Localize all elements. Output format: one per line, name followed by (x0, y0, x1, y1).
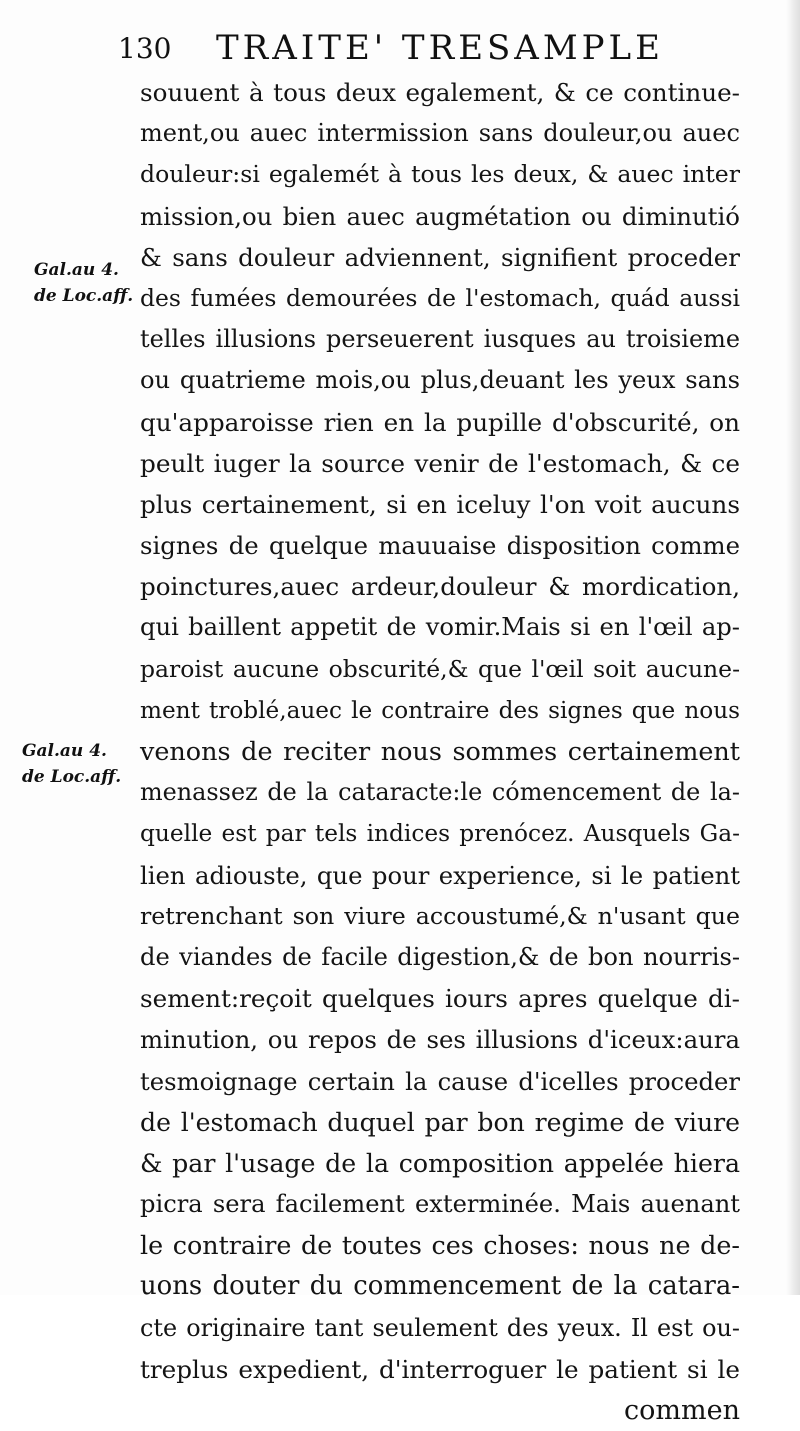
text-line: venons de reciter nous sommes certainement (140, 736, 740, 766)
margin-note (22, 738, 121, 790)
text-line: paroist aucune obscurité,& que l'œil soit aucune- (140, 654, 740, 683)
body-text (140, 72, 740, 1431)
text-line: treplus expedient, d'interroguer le patient si le (140, 1354, 740, 1384)
text-line: ment troblé,auec le contraire des signes que nous (140, 696, 740, 724)
page-number: 130 (118, 32, 172, 65)
page-header (118, 26, 678, 74)
text-line: poinctures,auec ardeur,douleur & mordication, (140, 572, 740, 602)
text-line: commen (624, 1395, 740, 1426)
margin-note-line: Gal.au 4. (34, 260, 119, 280)
text-line: de viandes de facile digestion,& de bon nourris- (140, 942, 740, 971)
text-line: des fumées demourées de l'estomach, quád aussi (140, 283, 740, 312)
margin-note-line: Gal.au 4. (22, 741, 107, 761)
text-line: qui baillent appetit de vomir.Mais si en l'œil ap- (140, 613, 740, 642)
text-line: tesmoignage certain la cause d'icelles proceder (140, 1066, 740, 1096)
text-line: lien adiouste, que pour experience, si le patient (140, 860, 740, 890)
margin-note (34, 257, 133, 309)
margin-note-line: de Loc.aff. (22, 767, 122, 787)
text-line: quelle est par tels indices prenócez. Ausquels Ga- (140, 820, 740, 848)
text-line: signes de quelque mauuaise disposition comme (140, 531, 740, 561)
text-line: uons douter du commencement de la catara- (140, 1271, 740, 1302)
margin-note-line: de Loc.aff. (34, 286, 134, 306)
text-line: menassez de la cataracte:le cómencement de la- (140, 778, 740, 807)
text-line: ou quatrieme mois,ou plus,deuant les yeux sans (140, 366, 740, 395)
running-title: TRAITE' TRESAMPLE (216, 28, 664, 68)
text-line: ment,ou auec intermission sans douleur,ou auec (140, 119, 740, 148)
text-line: minution, ou repos de ses illusions d'iceux:aura (140, 1025, 740, 1055)
text-line: souuent à tous deux egalement, & ce continue- (140, 78, 740, 107)
text-line: mission,ou bien auec augmétation ou diminutió (140, 201, 740, 231)
text-line: peult iuger la source venir de l'estomach, & ce (140, 448, 740, 478)
text-line: picra sera facilement exterminée. Mais auenant (140, 1190, 740, 1219)
text-line: douleur:si egalemét à tous les deux, & auec inter (140, 160, 740, 189)
page-gutter-shadow (786, 0, 800, 1295)
text-line: sement:reçoit quelques iours apres quelque di- (140, 984, 740, 1014)
text-line: plus certainement, si en iceluy l'on voit aucuns (140, 489, 740, 519)
text-line: telles illusions perseuerent iusques au troisieme (140, 325, 740, 354)
text-line: retrenchant son viure accoustumé,& n'usant que (140, 901, 740, 930)
text-line: & par l'usage de la composition appelée hiera (140, 1148, 740, 1178)
text-line: le contraire de toutes ces choses: nous ne de- (140, 1230, 740, 1261)
text-line: & sans douleur adviennent, signifient proceder (140, 242, 740, 272)
text-line: qu'apparoisse rien en la pupille d'obscurité, on (140, 407, 740, 437)
text-line: cte originaire tant seulement des yeux. Il est ou- (140, 1313, 740, 1342)
text-line: de l'estomach duquel par bon regime de viure (140, 1107, 740, 1137)
